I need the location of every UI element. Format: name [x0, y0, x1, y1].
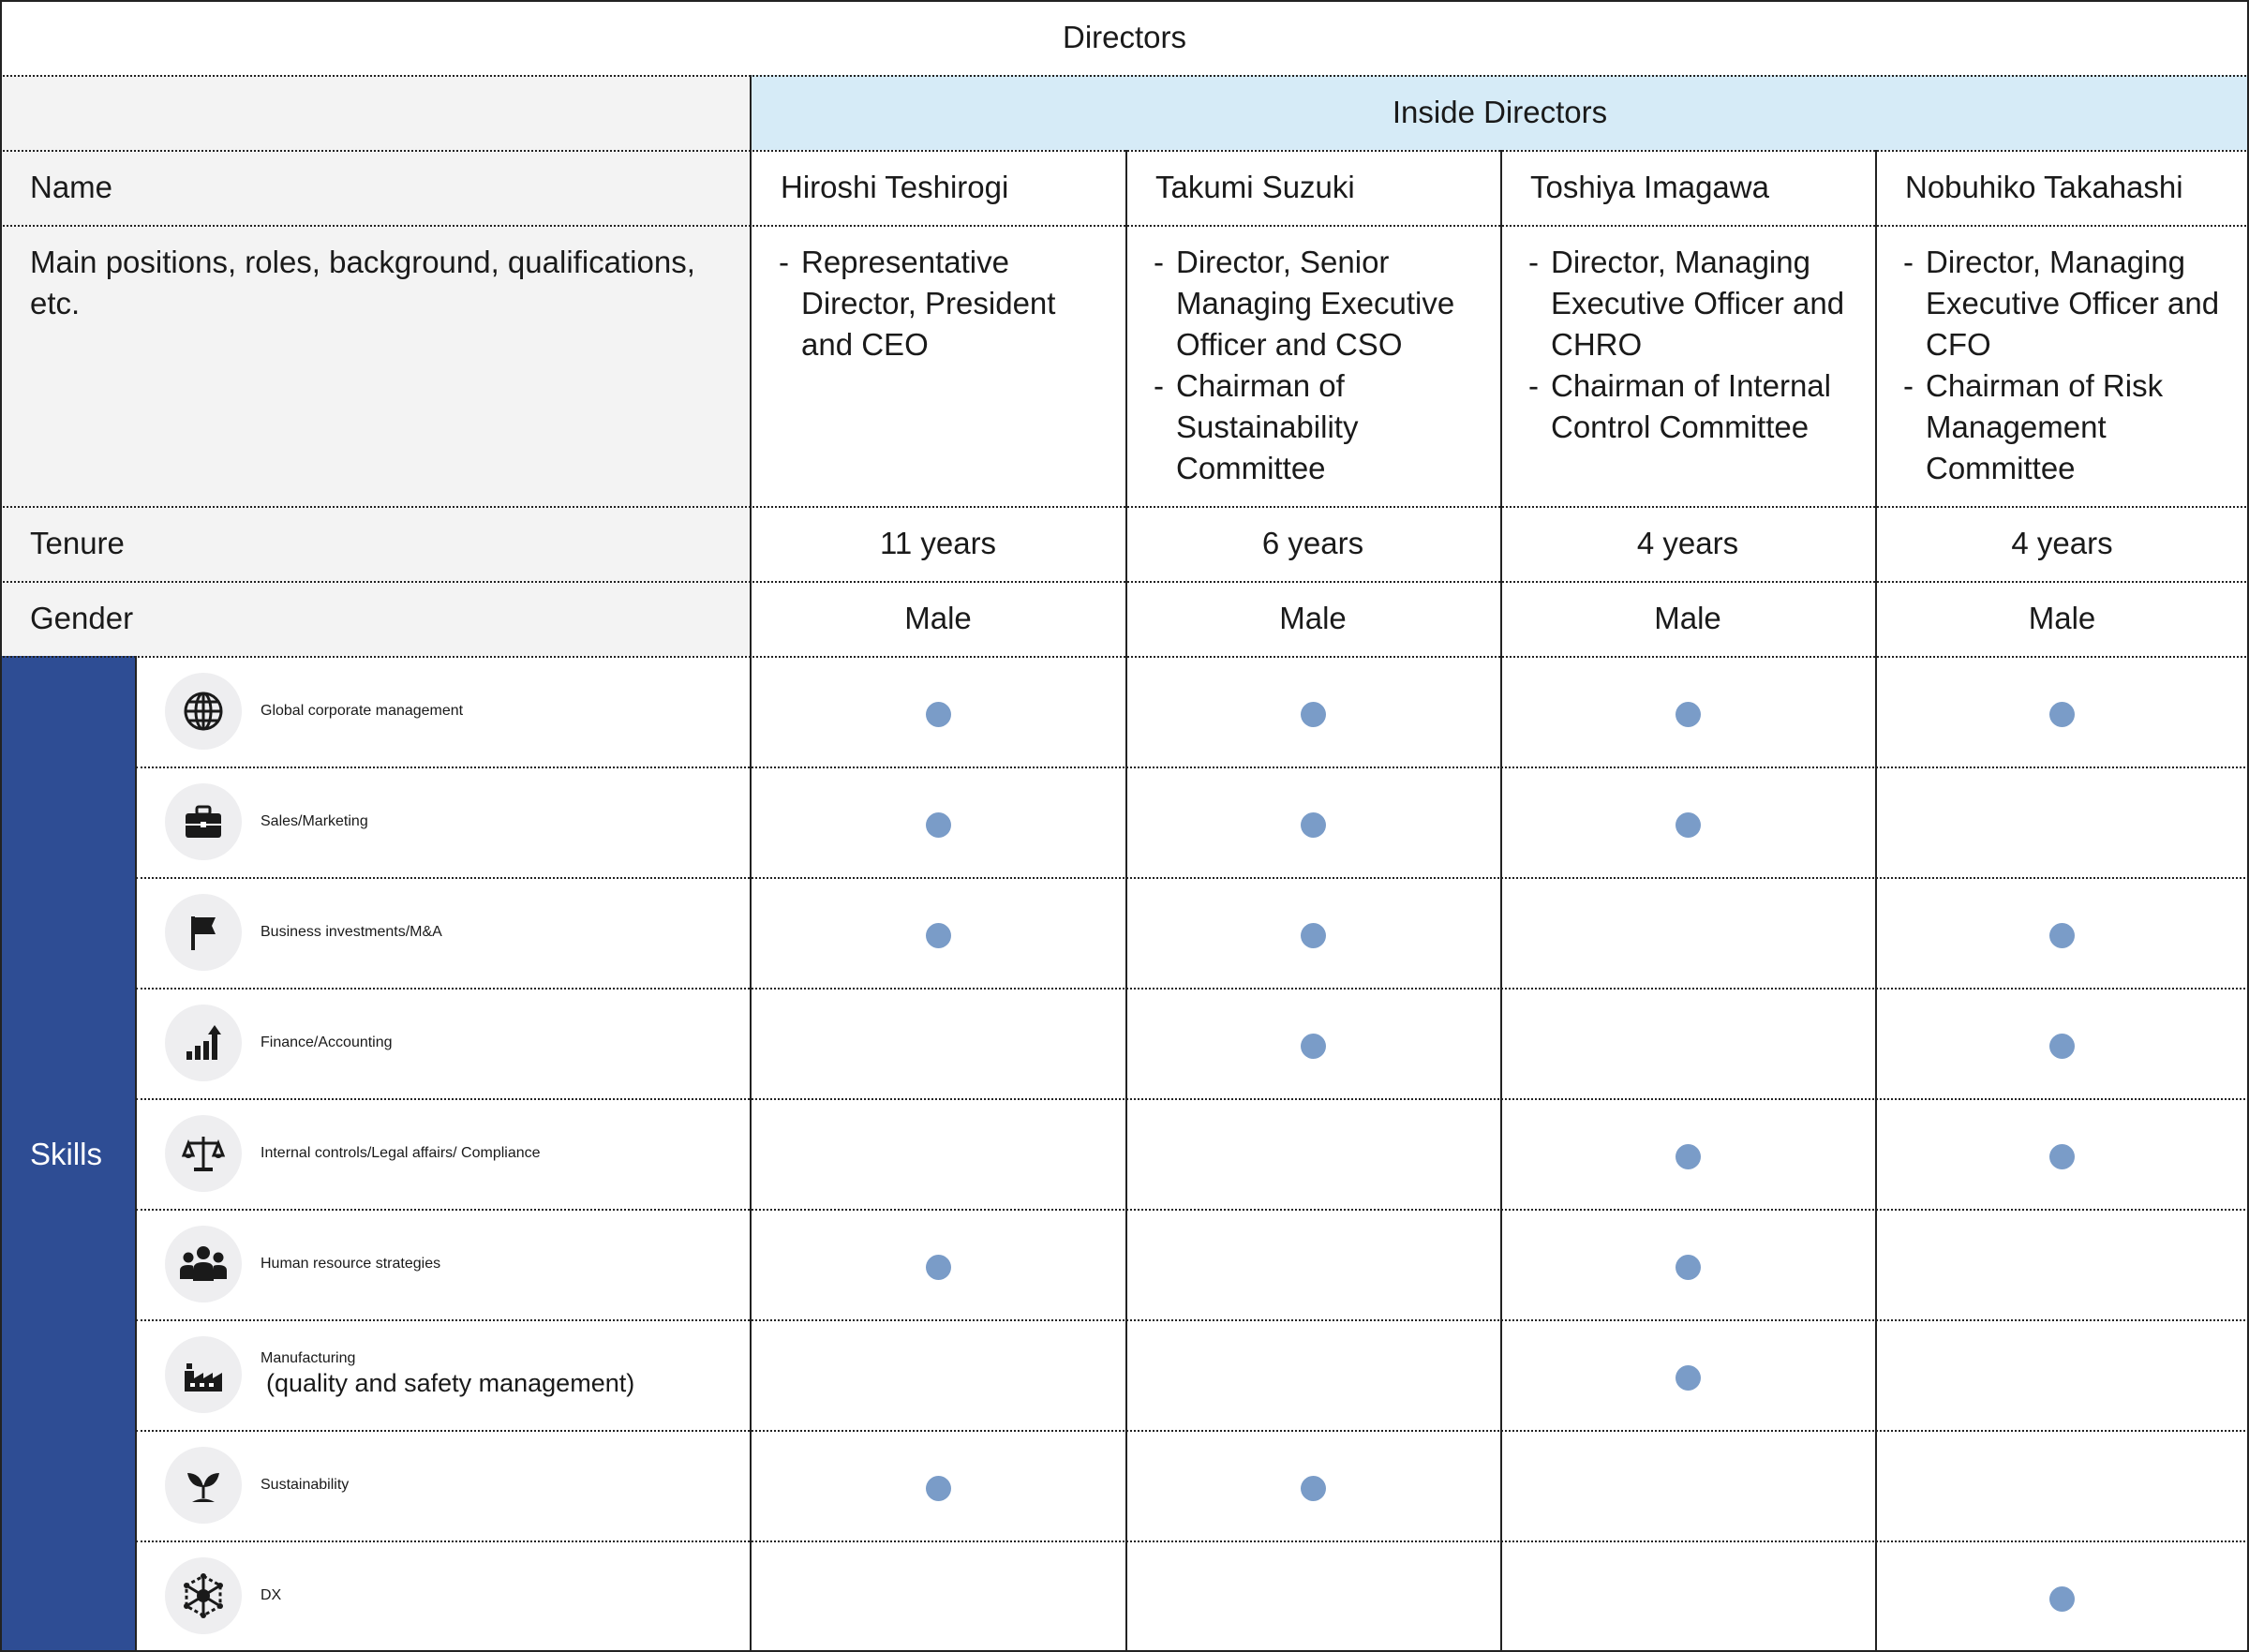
- skill-row: [136, 988, 2249, 1098]
- director-positions: [1125, 225, 1500, 506]
- director-name: Hiroshi Teshirogi: [781, 170, 1009, 204]
- position-item: - Representative Director, President and CEO: [779, 242, 1107, 365]
- skill-mark-dot: [1676, 702, 1701, 727]
- skill-label: [261, 988, 748, 1098]
- skill-mark-dot: [1301, 702, 1326, 727]
- skill-mark-dot: [1676, 1365, 1701, 1391]
- positions-list: [1500, 225, 1875, 448]
- grid-hline: [0, 506, 2249, 508]
- grid-hline: [0, 75, 2249, 77]
- inside-directors-header: Inside Directors: [751, 75, 2249, 150]
- skill-mark-dot: [1301, 812, 1326, 838]
- skill-sublabel: (quality and safety management): [266, 1369, 635, 1397]
- skill-mark-dot: [2049, 1144, 2075, 1169]
- header-blank: [0, 75, 751, 150]
- skill-mark-dot: [926, 1255, 951, 1280]
- skill-name: Manufacturing: [261, 1350, 356, 1366]
- skill-row: [136, 877, 2249, 988]
- briefcase-icon: [165, 783, 242, 860]
- grid-hline: [136, 877, 2249, 879]
- skill-mark-dot: [2049, 1586, 2075, 1612]
- globe-icon: [165, 673, 242, 750]
- scales-icon: [165, 1115, 242, 1192]
- director-tenure: 4 years: [1636, 526, 1739, 560]
- director-tenure: 4 years: [2011, 526, 2113, 560]
- director-name: Toshiya Imagawa: [1530, 170, 1769, 204]
- skill-row: [136, 1430, 2249, 1540]
- position-item: - Chairman of Sustainability Committee: [1154, 365, 1482, 489]
- director-name: Nobuhiko Takahashi: [1905, 170, 2183, 204]
- skill-row: [136, 656, 2249, 766]
- sprout-icon: [165, 1447, 242, 1524]
- director-gender: Male: [904, 601, 972, 635]
- skill-row: [136, 1540, 2249, 1651]
- skill-mark-dot: [2049, 1034, 2075, 1059]
- grid-hline: [136, 1098, 2249, 1100]
- position-item: - Director, Senior Managing Executive Officer and CSO: [1154, 242, 1482, 365]
- factory-icon: [165, 1336, 242, 1413]
- people-icon: [165, 1226, 242, 1302]
- position-item: - Chairman of Risk Management Committee: [1903, 365, 2230, 489]
- positions-list: [1875, 225, 2249, 489]
- grid-hline: [136, 1430, 2249, 1432]
- skill-mark-dot: [926, 1476, 951, 1501]
- skill-row: [136, 766, 2249, 877]
- skill-mark-dot: [926, 812, 951, 838]
- row-label-name: Name: [0, 150, 751, 225]
- grid-vline: [1875, 150, 1877, 1652]
- skill-label: [261, 1098, 748, 1209]
- skill-row: [136, 1098, 2249, 1209]
- positions-list: [751, 225, 1125, 365]
- skills-band-label: Skills: [0, 656, 136, 1652]
- skill-name: Business investments/M&A: [261, 924, 442, 940]
- skill-mark-dot: [926, 702, 951, 727]
- skill-mark-dot: [2049, 702, 2075, 727]
- grid-hline: [136, 1540, 2249, 1542]
- skill-row: [136, 1319, 2249, 1430]
- grid-hline: [136, 766, 2249, 768]
- skill-label: [261, 1540, 748, 1651]
- position-item: - Chairman of Internal Control Committee: [1528, 365, 1856, 448]
- table-title: Directors: [1062, 20, 1187, 54]
- skill-name: Human resource strategies: [261, 1256, 441, 1272]
- grid-vline: [135, 656, 137, 1652]
- skill-name: Sustainability: [261, 1477, 350, 1493]
- director-gender: Male: [1654, 601, 1721, 635]
- director-positions: [751, 225, 1125, 506]
- row-label-positions: Main positions, roles, background, qualifications, etc.: [0, 225, 751, 506]
- row-label-gender: Gender: [0, 581, 751, 656]
- skill-mark-dot: [1301, 1034, 1326, 1059]
- row-label-tenure: Tenure: [0, 506, 751, 581]
- director-positions: [1500, 225, 1875, 506]
- skill-label: [261, 1430, 748, 1540]
- skill-name: Global corporate management: [261, 703, 464, 719]
- grid-vline: [1125, 150, 1127, 1652]
- network-icon: [165, 1557, 242, 1634]
- grid-hline: [0, 225, 2249, 227]
- position-item: - Director, Managing Executive Officer and CHRO: [1528, 242, 1856, 365]
- skill-label: [261, 1209, 748, 1319]
- grid-hline: [0, 150, 2249, 152]
- positions-list: [1125, 225, 1500, 489]
- skill-label: [261, 877, 748, 988]
- skill-mark-dot: [926, 923, 951, 948]
- grid-vline: [750, 75, 752, 1652]
- skill-label: [261, 656, 748, 766]
- grid-hline: [0, 656, 2249, 658]
- director-positions: [1875, 225, 2249, 506]
- skill-name: DX: [261, 1587, 282, 1603]
- skill-name: Internal controls/Legal affairs/ Compliance: [261, 1145, 541, 1161]
- skill-mark-dot: [1301, 1476, 1326, 1501]
- grid-vline: [1500, 150, 1502, 1652]
- skill-mark-dot: [1676, 1144, 1701, 1169]
- position-item: - Director, Managing Executive Officer and CFO: [1903, 242, 2230, 365]
- grid-hline: [0, 581, 2249, 583]
- skill-mark-dot: [2049, 923, 2075, 948]
- director-tenure: 6 years: [1261, 526, 1364, 560]
- grid-hline: [136, 1319, 2249, 1321]
- director-gender: Male: [2028, 601, 2096, 635]
- growth-chart-icon: [165, 1005, 242, 1081]
- director-gender: Male: [1279, 601, 1347, 635]
- flag-icon: [165, 894, 242, 971]
- skill-name: Finance/Accounting: [261, 1034, 393, 1050]
- grid-hline: [136, 988, 2249, 990]
- skill-name: Sales/Marketing: [261, 813, 368, 829]
- skill-mark-dot: [1676, 1255, 1701, 1280]
- skill-mark-dot: [1676, 812, 1701, 838]
- skill-row: [136, 1209, 2249, 1319]
- skill-label: [261, 766, 748, 877]
- director-tenure: 11 years: [879, 526, 997, 560]
- grid-hline: [136, 1209, 2249, 1211]
- skill-label: [261, 1319, 748, 1430]
- director-name: Takumi Suzuki: [1155, 170, 1355, 204]
- skill-mark-dot: [1301, 923, 1326, 948]
